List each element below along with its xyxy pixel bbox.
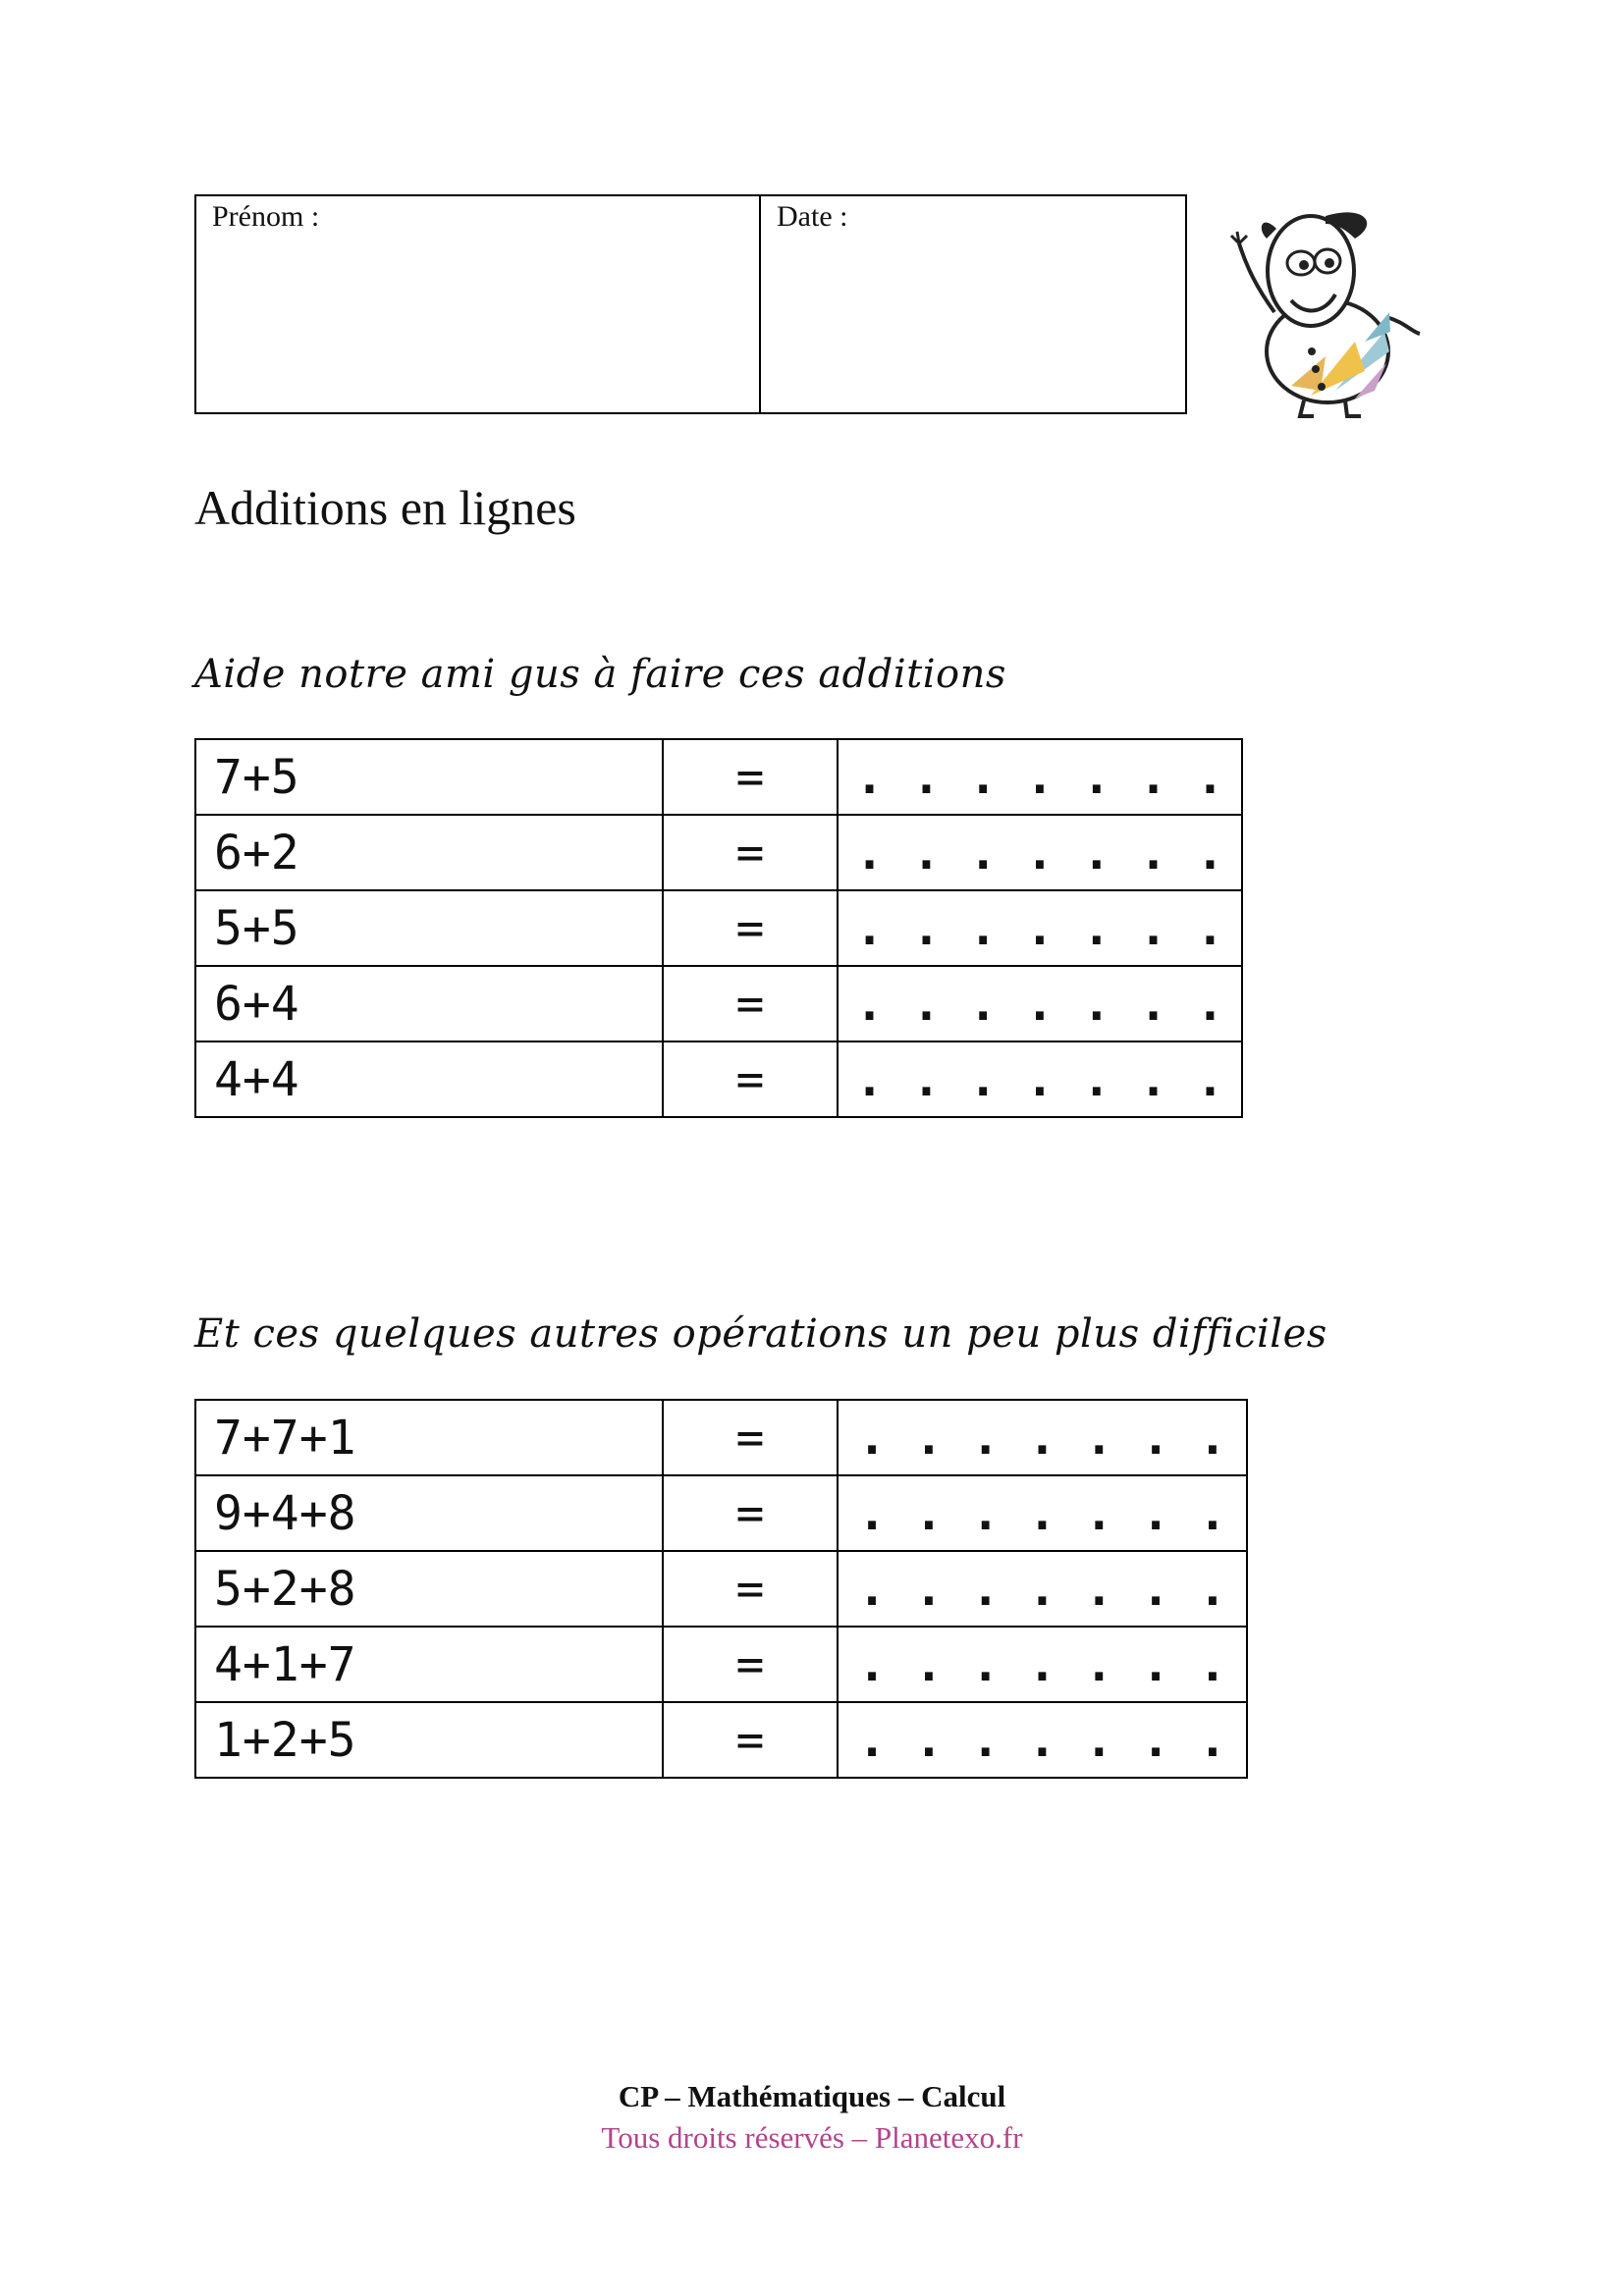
sheep-mascot-icon xyxy=(1218,194,1434,420)
student-info-box xyxy=(194,194,1187,414)
answer-cell[interactable]: . . . . . . . xyxy=(838,815,1242,890)
table-row xyxy=(195,1041,1242,1117)
equals-cell: = xyxy=(663,1475,838,1551)
instruction-2: Et ces quelques autres opérations un peu plus difficiles xyxy=(194,1311,1327,1357)
answer-cell[interactable]: . . . . . . . xyxy=(838,1551,1247,1627)
equals-cell: = xyxy=(663,1551,838,1627)
equals-cell: = xyxy=(663,966,838,1041)
table-row xyxy=(195,1551,1247,1627)
expression-cell: 7+7+1 xyxy=(195,1400,663,1475)
first-name-label: Prénom : xyxy=(212,200,320,233)
equals-cell: = xyxy=(663,1400,838,1475)
date-field[interactable] xyxy=(761,196,1185,412)
expression-cell: 4+1+7 xyxy=(195,1627,663,1702)
table-row xyxy=(195,1702,1247,1778)
additions-table-2 xyxy=(194,1399,1248,1779)
equals-cell: = xyxy=(663,1041,838,1117)
expression-cell: 4+4 xyxy=(195,1041,663,1117)
page-title: Additions en lignes xyxy=(194,480,576,535)
answer-cell[interactable]: . . . . . . . xyxy=(838,1702,1247,1778)
table-row xyxy=(195,966,1242,1041)
expression-cell: 6+4 xyxy=(195,966,663,1041)
expression-cell: 7+5 xyxy=(195,739,663,815)
footer-copyright: Tous droits réservés – Planetexo.fr xyxy=(601,2120,1023,2155)
footer-subject: CP – Mathématiques – Calcul xyxy=(618,2079,1006,2113)
expression-cell: 9+4+8 xyxy=(195,1475,663,1551)
equals-cell: = xyxy=(663,1702,838,1778)
table-row xyxy=(195,1400,1247,1475)
equals-cell: = xyxy=(663,815,838,890)
answer-cell[interactable]: . . . . . . . xyxy=(838,890,1242,966)
instruction-1: Aide notre ami gus à faire ces additions xyxy=(194,652,1006,697)
first-name-field[interactable] xyxy=(196,196,761,412)
table-row xyxy=(195,739,1242,815)
table-row xyxy=(195,1627,1247,1702)
table-row xyxy=(195,815,1242,890)
equals-cell: = xyxy=(663,1627,838,1702)
additions-table-1 xyxy=(194,738,1243,1118)
answer-cell[interactable]: . . . . . . . xyxy=(838,1627,1247,1702)
table-row xyxy=(195,1475,1247,1551)
table-row xyxy=(195,890,1242,966)
date-label: Date : xyxy=(777,200,848,233)
answer-cell[interactable]: . . . . . . . xyxy=(838,966,1242,1041)
equals-cell: = xyxy=(663,739,838,815)
expression-cell: 5+2+8 xyxy=(195,1551,663,1627)
answer-cell[interactable]: . . . . . . . xyxy=(838,1475,1247,1551)
answer-cell[interactable]: . . . . . . . xyxy=(838,1041,1242,1117)
expression-cell: 1+2+5 xyxy=(195,1702,663,1778)
expression-cell: 5+5 xyxy=(195,890,663,966)
equals-cell: = xyxy=(663,890,838,966)
answer-cell[interactable]: . . . . . . . xyxy=(838,1400,1247,1475)
answer-cell[interactable]: . . . . . . . xyxy=(838,739,1242,815)
expression-cell: 6+2 xyxy=(195,815,663,890)
